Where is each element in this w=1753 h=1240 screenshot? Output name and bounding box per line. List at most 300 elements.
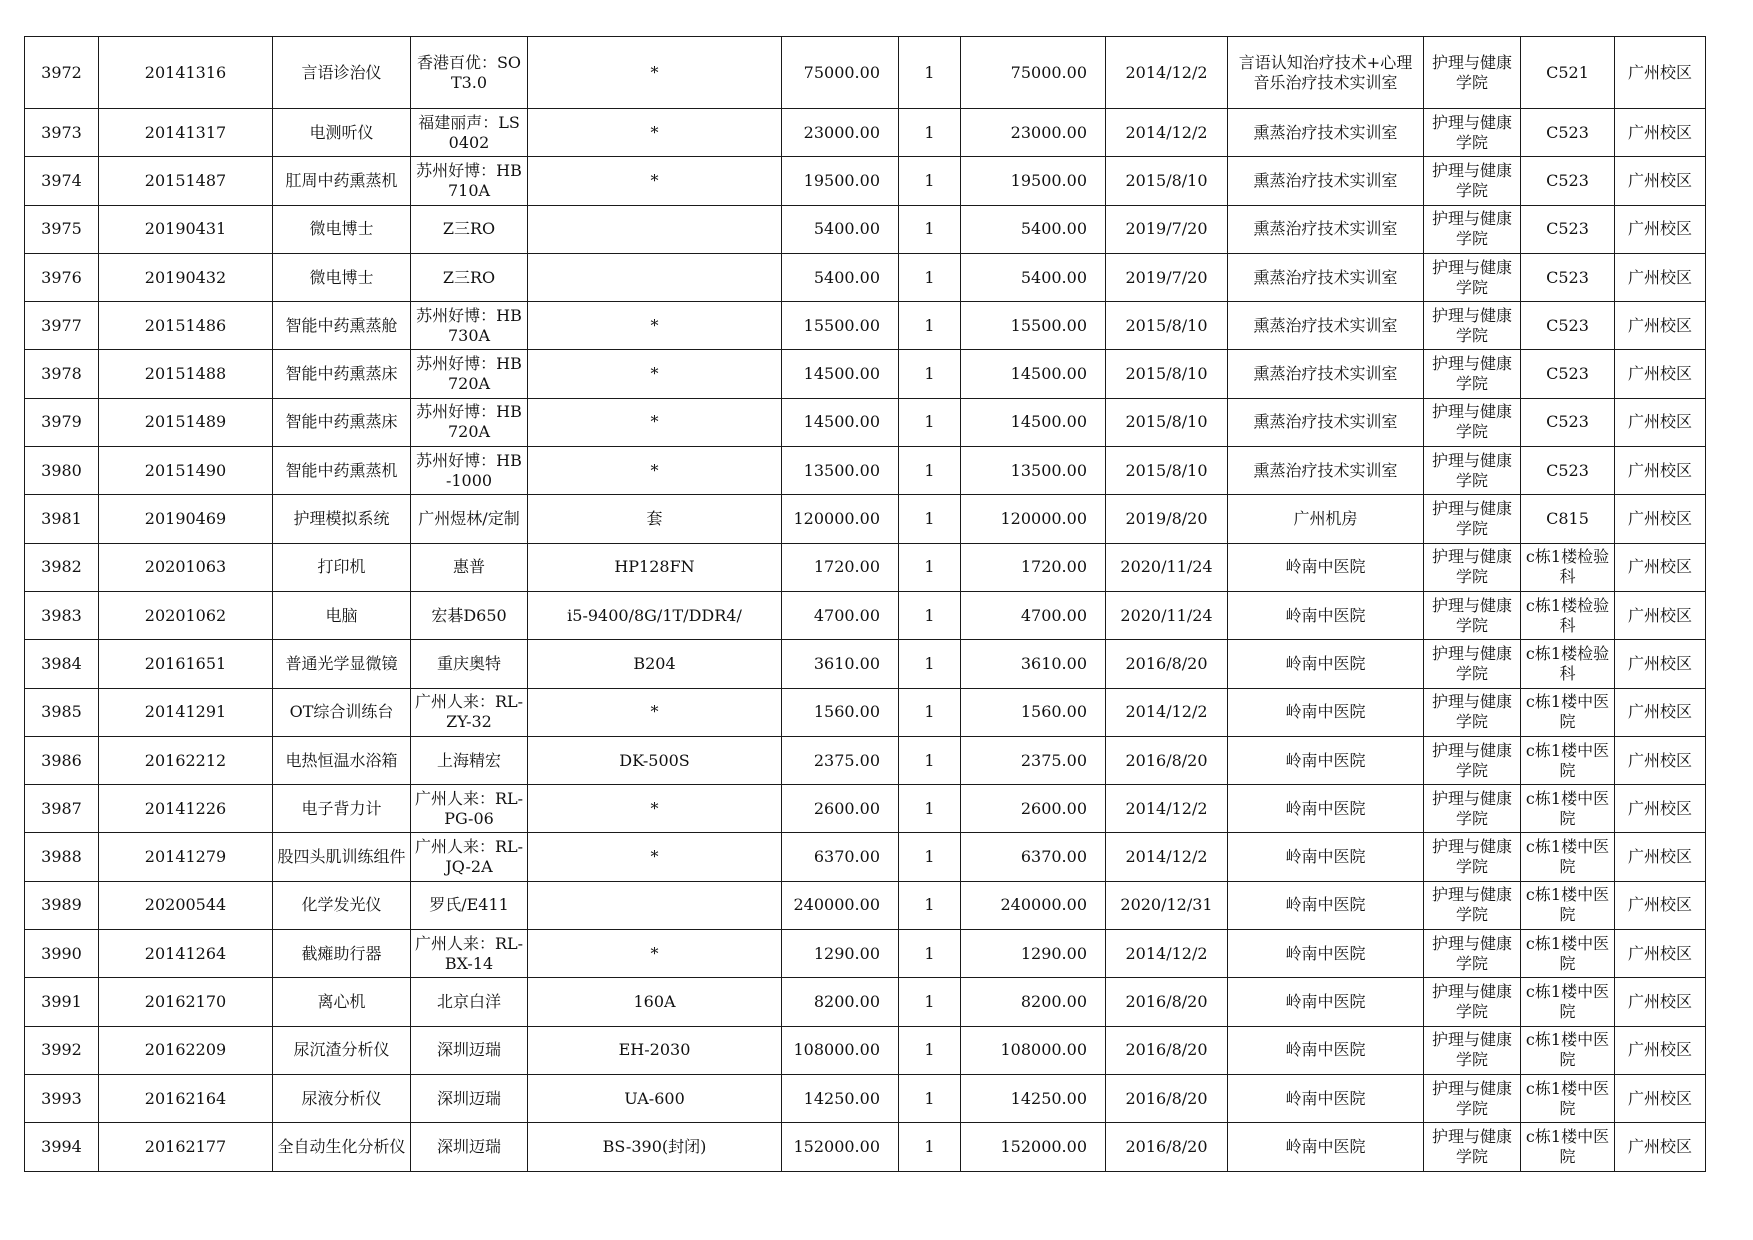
spec-cell: i5-9400/8G/1T/DDR4/ <box>528 591 782 639</box>
row-index-cell: 3988 <box>25 833 99 881</box>
table-row <box>25 881 1706 929</box>
total-price-cell: 8200.00 <box>961 978 1106 1026</box>
equipment-name-cell: 电脑 <box>273 591 411 639</box>
table-row <box>25 736 1706 784</box>
room-cell: C523 <box>1521 302 1615 350</box>
location-cell: 岭南中医院 <box>1228 736 1424 784</box>
asset-id-cell: 20201063 <box>99 543 273 591</box>
campus-cell: 广州校区 <box>1615 495 1706 543</box>
spec-cell: * <box>528 109 782 157</box>
room-cell: C523 <box>1521 398 1615 446</box>
room-cell: c栋1楼中医院 <box>1521 1123 1615 1171</box>
equipment-name-cell: 尿沉渣分析仪 <box>273 1026 411 1074</box>
unit-price-cell: 240000.00 <box>782 881 899 929</box>
room-cell: C523 <box>1521 350 1615 398</box>
department-cell: 护理与健康学院 <box>1424 302 1521 350</box>
department-cell: 护理与健康学院 <box>1424 543 1521 591</box>
campus-cell: 广州校区 <box>1615 302 1706 350</box>
asset-id-cell: 20161651 <box>99 640 273 688</box>
quantity-cell: 1 <box>899 543 961 591</box>
total-price-cell: 2600.00 <box>961 785 1106 833</box>
purchase-date-cell: 2019/7/20 <box>1106 253 1228 301</box>
unit-price-cell: 5400.00 <box>782 253 899 301</box>
brand-model-cell: 深圳迈瑞 <box>411 1074 528 1122</box>
equipment-table <box>24 36 1706 1172</box>
row-index-cell: 3980 <box>25 447 99 495</box>
row-index-cell: 3985 <box>25 688 99 736</box>
table-row <box>25 447 1706 495</box>
purchase-date-cell: 2020/12/31 <box>1106 881 1228 929</box>
campus-cell: 广州校区 <box>1615 640 1706 688</box>
quantity-cell: 1 <box>899 736 961 784</box>
campus-cell: 广州校区 <box>1615 109 1706 157</box>
location-cell: 熏蒸治疗技术实训室 <box>1228 157 1424 205</box>
quantity-cell: 1 <box>899 640 961 688</box>
row-index-cell: 3986 <box>25 736 99 784</box>
total-price-cell: 19500.00 <box>961 157 1106 205</box>
table-row <box>25 1074 1706 1122</box>
unit-price-cell: 14250.00 <box>782 1074 899 1122</box>
total-price-cell: 3610.00 <box>961 640 1106 688</box>
spec-cell: 160A <box>528 978 782 1026</box>
spec-cell: BS-390(封闭) <box>528 1123 782 1171</box>
unit-price-cell: 13500.00 <box>782 447 899 495</box>
table-body <box>25 37 1706 1172</box>
room-cell: c栋1楼中医院 <box>1521 881 1615 929</box>
unit-price-cell: 6370.00 <box>782 833 899 881</box>
quantity-cell: 1 <box>899 833 961 881</box>
row-index-cell: 3993 <box>25 1074 99 1122</box>
location-cell: 广州机房 <box>1228 495 1424 543</box>
room-cell: c栋1楼中医院 <box>1521 1026 1615 1074</box>
location-cell: 熏蒸治疗技术实训室 <box>1228 398 1424 446</box>
row-index-cell: 3992 <box>25 1026 99 1074</box>
room-cell: c栋1楼中医院 <box>1521 688 1615 736</box>
quantity-cell: 1 <box>899 205 961 253</box>
brand-model-cell: 香港百优：SOT3.0 <box>411 37 528 109</box>
location-cell: 熏蒸治疗技术实训室 <box>1228 350 1424 398</box>
campus-cell: 广州校区 <box>1615 688 1706 736</box>
equipment-name-cell: 打印机 <box>273 543 411 591</box>
brand-model-cell: 苏州好博：HB-1000 <box>411 447 528 495</box>
inventory-sheet <box>24 36 1706 1172</box>
department-cell: 护理与健康学院 <box>1424 978 1521 1026</box>
table-row <box>25 640 1706 688</box>
purchase-date-cell: 2015/8/10 <box>1106 447 1228 495</box>
quantity-cell: 1 <box>899 350 961 398</box>
campus-cell: 广州校区 <box>1615 978 1706 1026</box>
total-price-cell: 2375.00 <box>961 736 1106 784</box>
quantity-cell: 1 <box>899 591 961 639</box>
location-cell: 岭南中医院 <box>1228 785 1424 833</box>
purchase-date-cell: 2016/8/20 <box>1106 1074 1228 1122</box>
spec-cell: * <box>528 785 782 833</box>
asset-id-cell: 20190431 <box>99 205 273 253</box>
unit-price-cell: 2600.00 <box>782 785 899 833</box>
brand-model-cell: 北京白洋 <box>411 978 528 1026</box>
asset-id-cell: 20141226 <box>99 785 273 833</box>
asset-id-cell: 20190469 <box>99 495 273 543</box>
brand-model-cell: 广州人来：RL-ZY-32 <box>411 688 528 736</box>
department-cell: 护理与健康学院 <box>1424 688 1521 736</box>
brand-model-cell: 深圳迈瑞 <box>411 1026 528 1074</box>
department-cell: 护理与健康学院 <box>1424 37 1521 109</box>
spec-cell <box>528 253 782 301</box>
asset-id-cell: 20162209 <box>99 1026 273 1074</box>
table-row <box>25 37 1706 109</box>
equipment-name-cell: 全自动生化分析仪 <box>273 1123 411 1171</box>
location-cell: 岭南中医院 <box>1228 688 1424 736</box>
spec-cell: * <box>528 833 782 881</box>
spec-cell: B204 <box>528 640 782 688</box>
quantity-cell: 1 <box>899 978 961 1026</box>
department-cell: 护理与健康学院 <box>1424 833 1521 881</box>
row-index-cell: 3989 <box>25 881 99 929</box>
quantity-cell: 1 <box>899 495 961 543</box>
table-row <box>25 495 1706 543</box>
asset-id-cell: 20141317 <box>99 109 273 157</box>
spec-cell <box>528 881 782 929</box>
unit-price-cell: 5400.00 <box>782 205 899 253</box>
purchase-date-cell: 2015/8/10 <box>1106 302 1228 350</box>
asset-id-cell: 20151489 <box>99 398 273 446</box>
unit-price-cell: 8200.00 <box>782 978 899 1026</box>
equipment-name-cell: 电测听仪 <box>273 109 411 157</box>
table-row <box>25 350 1706 398</box>
total-price-cell: 1560.00 <box>961 688 1106 736</box>
asset-id-cell: 20141264 <box>99 930 273 978</box>
brand-model-cell: 广州人来：RL-PG-06 <box>411 785 528 833</box>
row-index-cell: 3979 <box>25 398 99 446</box>
unit-price-cell: 108000.00 <box>782 1026 899 1074</box>
brand-model-cell: 苏州好博：HB720A <box>411 350 528 398</box>
quantity-cell: 1 <box>899 1074 961 1122</box>
equipment-name-cell: 尿液分析仪 <box>273 1074 411 1122</box>
spec-cell: 套 <box>528 495 782 543</box>
room-cell: C523 <box>1521 157 1615 205</box>
spec-cell: DK-500S <box>528 736 782 784</box>
row-index-cell: 3984 <box>25 640 99 688</box>
room-cell: c栋1楼中医院 <box>1521 833 1615 881</box>
asset-id-cell: 20141316 <box>99 37 273 109</box>
department-cell: 护理与健康学院 <box>1424 205 1521 253</box>
purchase-date-cell: 2014/12/2 <box>1106 688 1228 736</box>
row-index-cell: 3987 <box>25 785 99 833</box>
equipment-name-cell: 护理模拟系统 <box>273 495 411 543</box>
brand-model-cell: 广州人来：RL-JQ-2A <box>411 833 528 881</box>
brand-model-cell: 深圳迈瑞 <box>411 1123 528 1171</box>
spec-cell: * <box>528 350 782 398</box>
equipment-name-cell: 智能中药熏蒸床 <box>273 398 411 446</box>
spec-cell: * <box>528 930 782 978</box>
location-cell: 岭南中医院 <box>1228 591 1424 639</box>
unit-price-cell: 14500.00 <box>782 398 899 446</box>
location-cell: 岭南中医院 <box>1228 1074 1424 1122</box>
brand-model-cell: 罗氏/E411 <box>411 881 528 929</box>
unit-price-cell: 1560.00 <box>782 688 899 736</box>
campus-cell: 广州校区 <box>1615 157 1706 205</box>
total-price-cell: 240000.00 <box>961 881 1106 929</box>
room-cell: C521 <box>1521 37 1615 109</box>
table-row <box>25 109 1706 157</box>
quantity-cell: 1 <box>899 157 961 205</box>
department-cell: 护理与健康学院 <box>1424 1123 1521 1171</box>
campus-cell: 广州校区 <box>1615 833 1706 881</box>
campus-cell: 广州校区 <box>1615 253 1706 301</box>
asset-id-cell: 20201062 <box>99 591 273 639</box>
unit-price-cell: 120000.00 <box>782 495 899 543</box>
location-cell: 熏蒸治疗技术实训室 <box>1228 205 1424 253</box>
total-price-cell: 1720.00 <box>961 543 1106 591</box>
location-cell: 熏蒸治疗技术实训室 <box>1228 253 1424 301</box>
unit-price-cell: 75000.00 <box>782 37 899 109</box>
purchase-date-cell: 2016/8/20 <box>1106 736 1228 784</box>
asset-id-cell: 20162212 <box>99 736 273 784</box>
spec-cell: * <box>528 447 782 495</box>
equipment-name-cell: 截瘫助行器 <box>273 930 411 978</box>
quantity-cell: 1 <box>899 688 961 736</box>
department-cell: 护理与健康学院 <box>1424 495 1521 543</box>
total-price-cell: 4700.00 <box>961 591 1106 639</box>
unit-price-cell: 1290.00 <box>782 930 899 978</box>
department-cell: 护理与健康学院 <box>1424 447 1521 495</box>
purchase-date-cell: 2019/7/20 <box>1106 205 1228 253</box>
department-cell: 护理与健康学院 <box>1424 1026 1521 1074</box>
unit-price-cell: 14500.00 <box>782 350 899 398</box>
quantity-cell: 1 <box>899 881 961 929</box>
purchase-date-cell: 2016/8/20 <box>1106 1026 1228 1074</box>
spec-cell: * <box>528 688 782 736</box>
quantity-cell: 1 <box>899 785 961 833</box>
table-row <box>25 302 1706 350</box>
row-index-cell: 3978 <box>25 350 99 398</box>
room-cell: c栋1楼中医院 <box>1521 785 1615 833</box>
location-cell: 熏蒸治疗技术实训室 <box>1228 109 1424 157</box>
equipment-name-cell: 言语诊治仪 <box>273 37 411 109</box>
brand-model-cell: 福建丽声：LS0402 <box>411 109 528 157</box>
department-cell: 护理与健康学院 <box>1424 398 1521 446</box>
room-cell: C523 <box>1521 205 1615 253</box>
department-cell: 护理与健康学院 <box>1424 157 1521 205</box>
table-row <box>25 930 1706 978</box>
purchase-date-cell: 2014/12/2 <box>1106 37 1228 109</box>
brand-model-cell: 惠普 <box>411 543 528 591</box>
table-row <box>25 1123 1706 1171</box>
location-cell: 岭南中医院 <box>1228 978 1424 1026</box>
asset-id-cell: 20141291 <box>99 688 273 736</box>
row-index-cell: 3975 <box>25 205 99 253</box>
purchase-date-cell: 2015/8/10 <box>1106 398 1228 446</box>
purchase-date-cell: 2016/8/20 <box>1106 640 1228 688</box>
equipment-name-cell: OT综合训练台 <box>273 688 411 736</box>
unit-price-cell: 23000.00 <box>782 109 899 157</box>
asset-id-cell: 20162170 <box>99 978 273 1026</box>
purchase-date-cell: 2015/8/10 <box>1106 350 1228 398</box>
total-price-cell: 5400.00 <box>961 205 1106 253</box>
table-row <box>25 833 1706 881</box>
asset-id-cell: 20141279 <box>99 833 273 881</box>
purchase-date-cell: 2015/8/10 <box>1106 157 1228 205</box>
campus-cell: 广州校区 <box>1615 930 1706 978</box>
quantity-cell: 1 <box>899 302 961 350</box>
total-price-cell: 14500.00 <box>961 350 1106 398</box>
row-index-cell: 3972 <box>25 37 99 109</box>
room-cell: C523 <box>1521 447 1615 495</box>
purchase-date-cell: 2020/11/24 <box>1106 543 1228 591</box>
equipment-name-cell: 电子背力计 <box>273 785 411 833</box>
quantity-cell: 1 <box>899 109 961 157</box>
location-cell: 岭南中医院 <box>1228 640 1424 688</box>
brand-model-cell: 苏州好博：HB730A <box>411 302 528 350</box>
brand-model-cell: 广州人来：RL-BX-14 <box>411 930 528 978</box>
campus-cell: 广州校区 <box>1615 350 1706 398</box>
total-price-cell: 75000.00 <box>961 37 1106 109</box>
department-cell: 护理与健康学院 <box>1424 930 1521 978</box>
quantity-cell: 1 <box>899 930 961 978</box>
department-cell: 护理与健康学院 <box>1424 1074 1521 1122</box>
table-row <box>25 785 1706 833</box>
unit-price-cell: 152000.00 <box>782 1123 899 1171</box>
unit-price-cell: 19500.00 <box>782 157 899 205</box>
department-cell: 护理与健康学院 <box>1424 253 1521 301</box>
equipment-name-cell: 智能中药熏蒸床 <box>273 350 411 398</box>
brand-model-cell: 广州煜林/定制 <box>411 495 528 543</box>
room-cell: c栋1楼检验科 <box>1521 640 1615 688</box>
campus-cell: 广州校区 <box>1615 543 1706 591</box>
equipment-name-cell: 微电博士 <box>273 253 411 301</box>
equipment-name-cell: 智能中药熏蒸机 <box>273 447 411 495</box>
asset-id-cell: 20162177 <box>99 1123 273 1171</box>
table-row <box>25 978 1706 1026</box>
campus-cell: 广州校区 <box>1615 447 1706 495</box>
table-row <box>25 205 1706 253</box>
equipment-name-cell: 电热恒温水浴箱 <box>273 736 411 784</box>
room-cell: c栋1楼中医院 <box>1521 1074 1615 1122</box>
brand-model-cell: Z三RO <box>411 205 528 253</box>
purchase-date-cell: 2020/11/24 <box>1106 591 1228 639</box>
room-cell: c栋1楼中医院 <box>1521 736 1615 784</box>
unit-price-cell: 15500.00 <box>782 302 899 350</box>
campus-cell: 广州校区 <box>1615 785 1706 833</box>
row-index-cell: 3973 <box>25 109 99 157</box>
table-row <box>25 1026 1706 1074</box>
spec-cell <box>528 205 782 253</box>
unit-price-cell: 4700.00 <box>782 591 899 639</box>
spec-cell: * <box>528 37 782 109</box>
total-price-cell: 14500.00 <box>961 398 1106 446</box>
spec-cell: * <box>528 302 782 350</box>
location-cell: 岭南中医院 <box>1228 833 1424 881</box>
brand-model-cell: 苏州好博：HB720A <box>411 398 528 446</box>
purchase-date-cell: 2019/8/20 <box>1106 495 1228 543</box>
quantity-cell: 1 <box>899 1026 961 1074</box>
spec-cell: UA-600 <box>528 1074 782 1122</box>
location-cell: 熏蒸治疗技术实训室 <box>1228 302 1424 350</box>
row-index-cell: 3976 <box>25 253 99 301</box>
location-cell: 岭南中医院 <box>1228 1026 1424 1074</box>
department-cell: 护理与健康学院 <box>1424 736 1521 784</box>
location-cell: 言语认知治疗技术+心理音乐治疗技术实训室 <box>1228 37 1424 109</box>
equipment-name-cell: 离心机 <box>273 978 411 1026</box>
campus-cell: 广州校区 <box>1615 736 1706 784</box>
campus-cell: 广州校区 <box>1615 1026 1706 1074</box>
location-cell: 岭南中医院 <box>1228 881 1424 929</box>
room-cell: C523 <box>1521 109 1615 157</box>
asset-id-cell: 20190432 <box>99 253 273 301</box>
location-cell: 岭南中医院 <box>1228 543 1424 591</box>
department-cell: 护理与健康学院 <box>1424 881 1521 929</box>
purchase-date-cell: 2016/8/20 <box>1106 1123 1228 1171</box>
brand-model-cell: 苏州好博：HB710A <box>411 157 528 205</box>
total-price-cell: 14250.00 <box>961 1074 1106 1122</box>
quantity-cell: 1 <box>899 253 961 301</box>
room-cell: c栋1楼检验科 <box>1521 591 1615 639</box>
campus-cell: 广州校区 <box>1615 1123 1706 1171</box>
row-index-cell: 3982 <box>25 543 99 591</box>
equipment-name-cell: 肛周中药熏蒸机 <box>273 157 411 205</box>
spec-cell: * <box>528 157 782 205</box>
table-row <box>25 398 1706 446</box>
brand-model-cell: 宏碁D650 <box>411 591 528 639</box>
unit-price-cell: 2375.00 <box>782 736 899 784</box>
table-row <box>25 253 1706 301</box>
total-price-cell: 15500.00 <box>961 302 1106 350</box>
asset-id-cell: 20151487 <box>99 157 273 205</box>
quantity-cell: 1 <box>899 398 961 446</box>
campus-cell: 广州校区 <box>1615 205 1706 253</box>
purchase-date-cell: 2016/8/20 <box>1106 978 1228 1026</box>
equipment-name-cell: 智能中药熏蒸舱 <box>273 302 411 350</box>
equipment-name-cell: 普通光学显微镜 <box>273 640 411 688</box>
campus-cell: 广州校区 <box>1615 37 1706 109</box>
brand-model-cell: 重庆奥特 <box>411 640 528 688</box>
total-price-cell: 1290.00 <box>961 930 1106 978</box>
department-cell: 护理与健康学院 <box>1424 109 1521 157</box>
total-price-cell: 13500.00 <box>961 447 1106 495</box>
row-index-cell: 3983 <box>25 591 99 639</box>
campus-cell: 广州校区 <box>1615 398 1706 446</box>
department-cell: 护理与健康学院 <box>1424 785 1521 833</box>
campus-cell: 广州校区 <box>1615 591 1706 639</box>
quantity-cell: 1 <box>899 37 961 109</box>
total-price-cell: 120000.00 <box>961 495 1106 543</box>
spec-cell: HP128FN <box>528 543 782 591</box>
asset-id-cell: 20200544 <box>99 881 273 929</box>
purchase-date-cell: 2014/12/2 <box>1106 930 1228 978</box>
total-price-cell: 23000.00 <box>961 109 1106 157</box>
campus-cell: 广州校区 <box>1615 1074 1706 1122</box>
row-index-cell: 3994 <box>25 1123 99 1171</box>
room-cell: c栋1楼检验科 <box>1521 543 1615 591</box>
row-index-cell: 3990 <box>25 930 99 978</box>
equipment-name-cell: 化学发光仪 <box>273 881 411 929</box>
spec-cell: EH-2030 <box>528 1026 782 1074</box>
asset-id-cell: 20151486 <box>99 302 273 350</box>
total-price-cell: 6370.00 <box>961 833 1106 881</box>
campus-cell: 广州校区 <box>1615 881 1706 929</box>
quantity-cell: 1 <box>899 447 961 495</box>
room-cell: c栋1楼中医院 <box>1521 978 1615 1026</box>
asset-id-cell: 20151490 <box>99 447 273 495</box>
location-cell: 岭南中医院 <box>1228 930 1424 978</box>
row-index-cell: 3977 <box>25 302 99 350</box>
room-cell: C815 <box>1521 495 1615 543</box>
department-cell: 护理与健康学院 <box>1424 350 1521 398</box>
table-row <box>25 591 1706 639</box>
row-index-cell: 3974 <box>25 157 99 205</box>
purchase-date-cell: 2014/12/2 <box>1106 785 1228 833</box>
total-price-cell: 108000.00 <box>961 1026 1106 1074</box>
